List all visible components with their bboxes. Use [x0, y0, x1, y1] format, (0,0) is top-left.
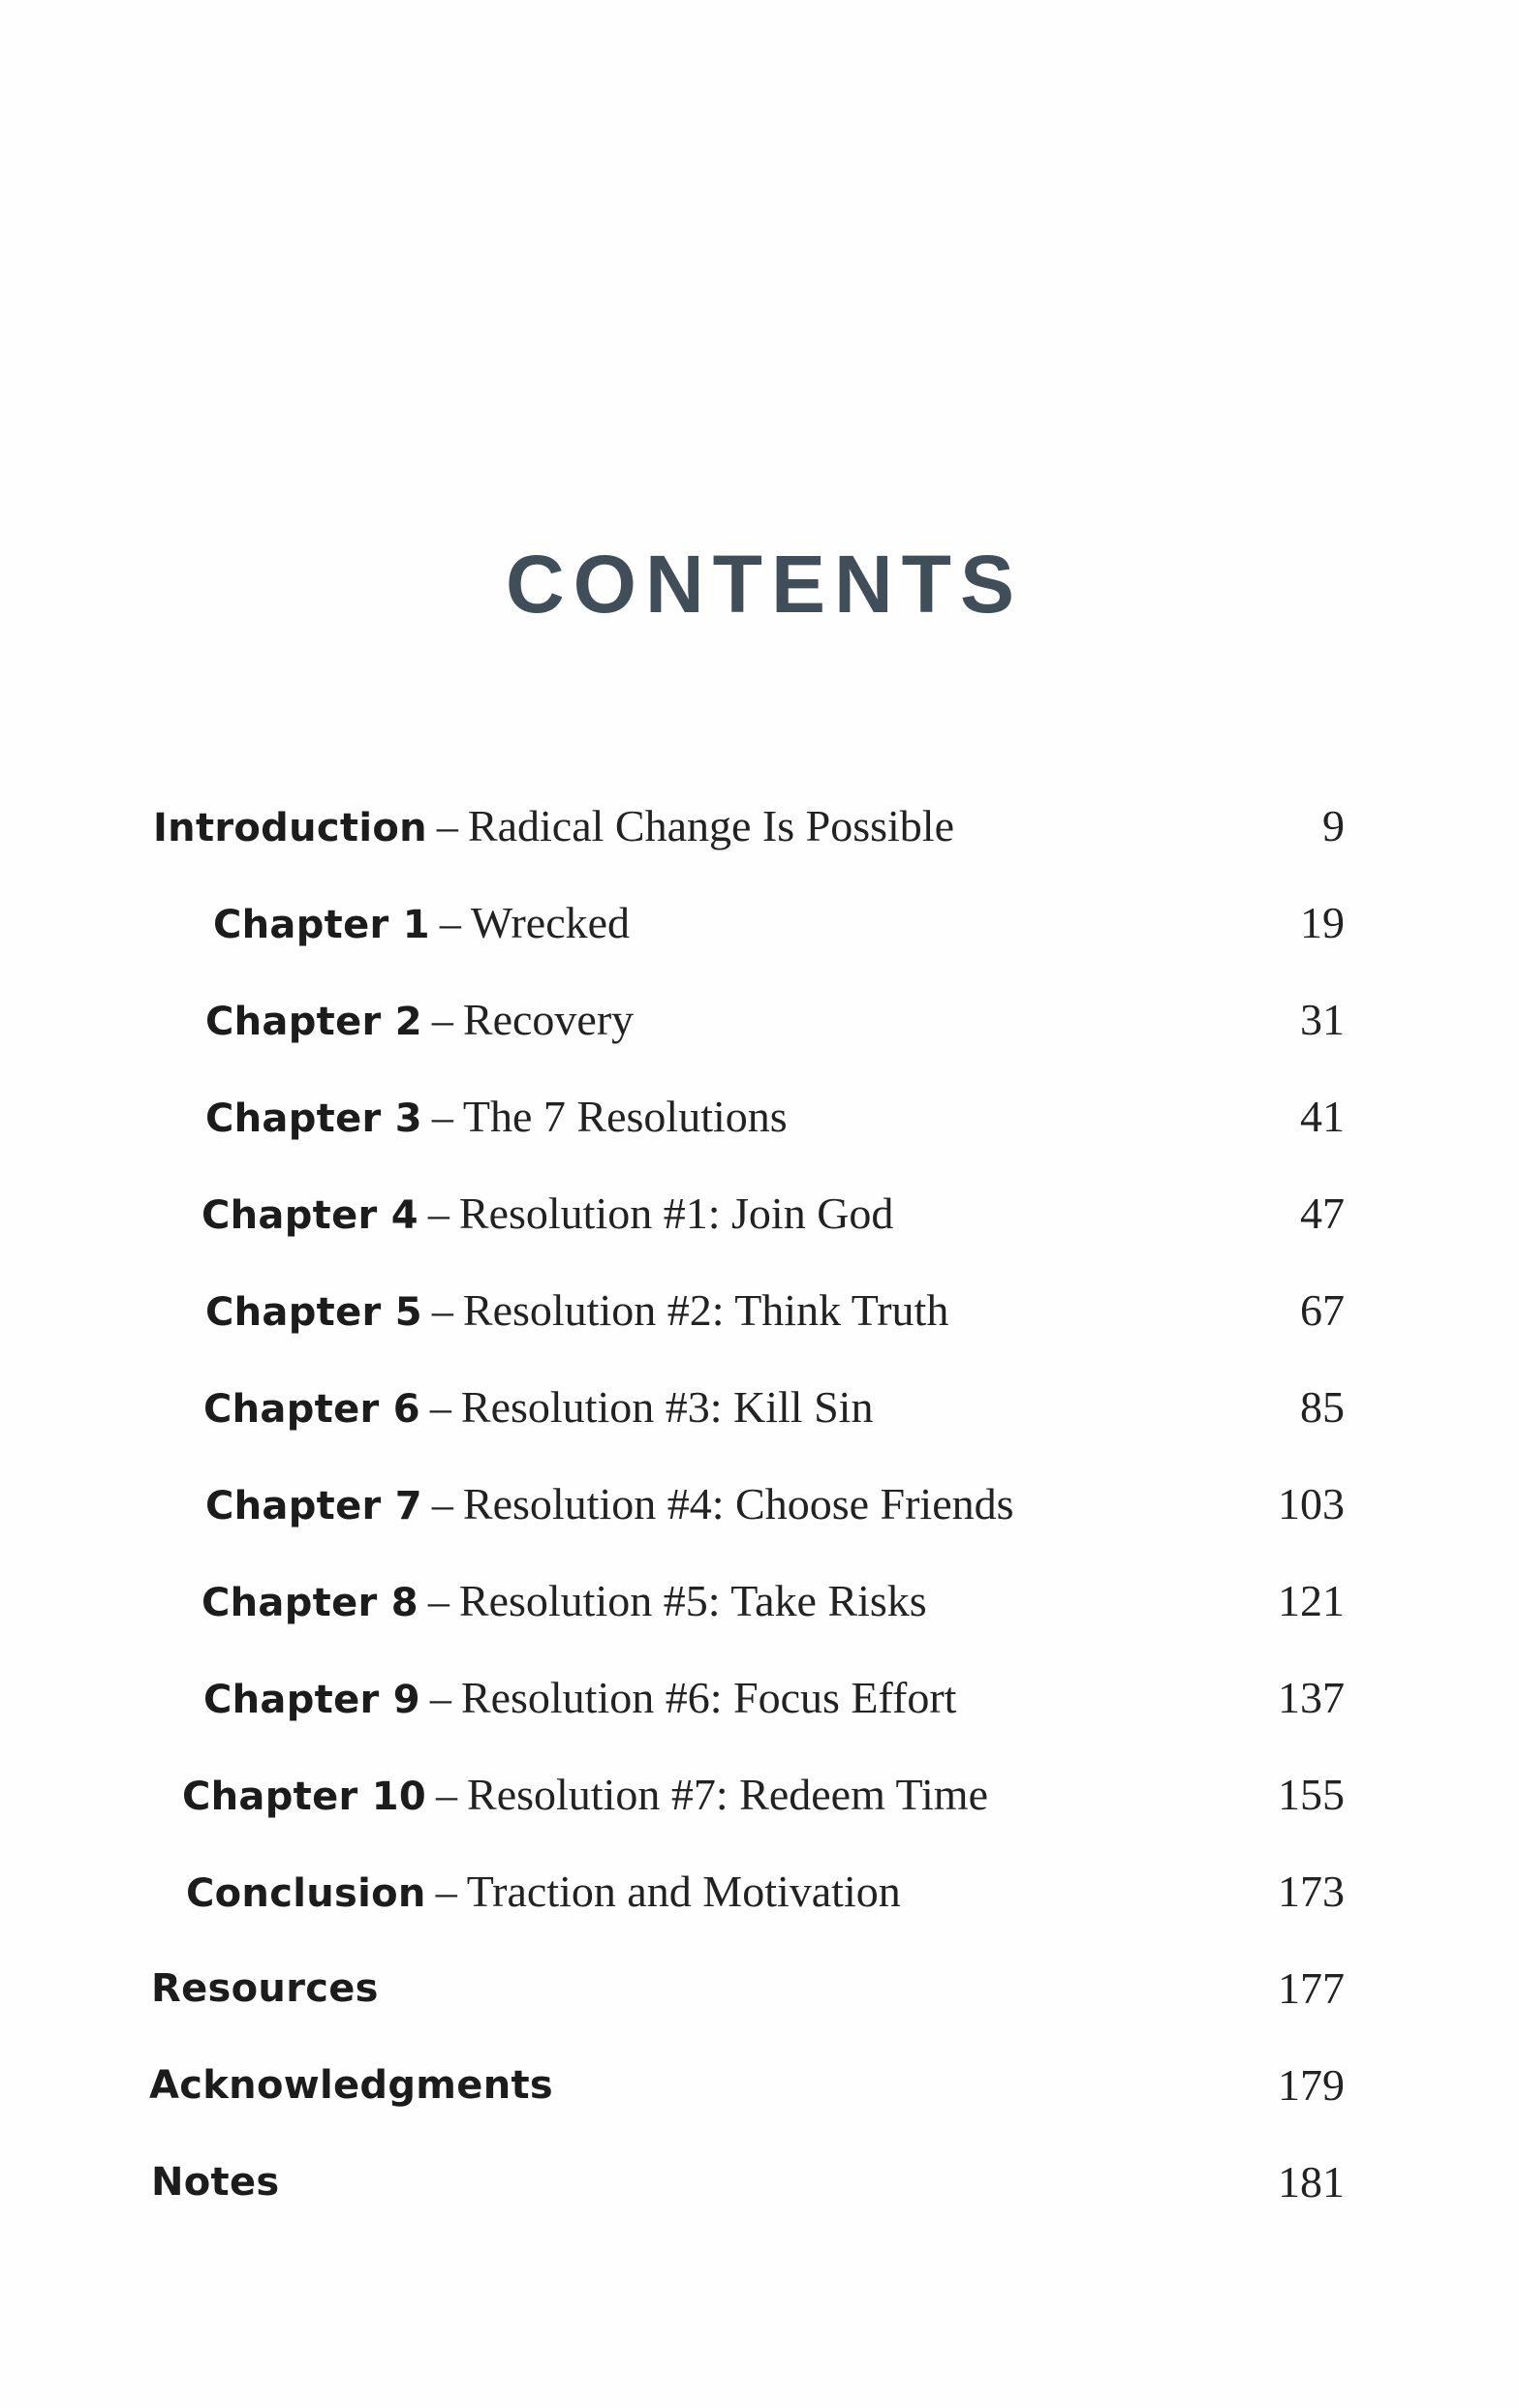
toc-page-number: 177 — [1278, 1963, 1345, 2013]
entry-label: Chapter 10 — [182, 1775, 427, 1819]
toc-entry-chapter-6[interactable] — [203, 1374, 873, 1441]
toc-page-number: 155 — [1278, 1770, 1345, 1819]
entry-dash: – — [431, 1094, 453, 1141]
entry-title: Resolution #2: Think Truth — [462, 1285, 949, 1335]
entry-label: Chapter 5 — [205, 1290, 422, 1335]
entry-label: Chapter 1 — [213, 903, 430, 947]
entry-label: Chapter 8 — [202, 1581, 418, 1625]
toc-entry-notes[interactable] — [151, 2148, 280, 2216]
toc-entry-chapter-2[interactable] — [205, 986, 634, 1054]
toc-entry-chapter-10[interactable] — [182, 1761, 988, 1829]
toc-page-number: 47 — [1300, 1189, 1345, 1238]
entry-label: Notes — [151, 2160, 280, 2205]
toc-page-number: 181 — [1278, 2157, 1345, 2207]
entry-dash: – — [431, 1287, 453, 1335]
entry-dash: – — [431, 1481, 453, 1528]
toc-entry-chapter-8[interactable] — [202, 1567, 927, 1635]
toc-page-number: 173 — [1278, 1867, 1345, 1916]
entry-dash: – — [435, 1868, 457, 1916]
entry-dash: – — [439, 900, 461, 947]
entry-title: Recovery — [462, 995, 635, 1044]
toc-page-number: 179 — [1278, 2060, 1345, 2110]
entry-label: Chapter 3 — [205, 1096, 422, 1141]
entry-label: Chapter 9 — [203, 1678, 420, 1722]
toc-page-number: 137 — [1278, 1673, 1345, 1722]
contents-heading: CONTENTS — [506, 539, 1023, 630]
entry-label: Chapter 6 — [203, 1387, 420, 1432]
entry-title: Resolution #4: Choose Friends — [462, 1479, 1014, 1528]
entry-label: Chapter 7 — [205, 1484, 422, 1528]
entry-title: Traction and Motivation — [466, 1867, 901, 1916]
entry-dash: – — [436, 1772, 458, 1819]
toc-entry-acknowledgments[interactable] — [149, 2052, 553, 2119]
toc-entry-introduction[interactable] — [153, 792, 954, 860]
entry-title: Resolution #6: Focus Effort — [460, 1673, 957, 1722]
entry-label: Chapter 4 — [202, 1193, 418, 1238]
entry-title: Resolution #3: Kill Sin — [460, 1382, 874, 1432]
entry-dash: – — [431, 997, 453, 1044]
entry-dash: – — [436, 803, 458, 850]
toc-entry-chapter-5[interactable] — [205, 1277, 948, 1344]
entry-title: Resolution #5: Take Risks — [458, 1576, 927, 1625]
toc-page-number: 19 — [1300, 898, 1345, 947]
entry-label: Chapter 2 — [205, 1000, 422, 1044]
toc-entry-chapter-9[interactable] — [203, 1664, 956, 1732]
entry-dash: – — [429, 1675, 451, 1722]
entry-title: Resolution #1: Join God — [458, 1189, 894, 1238]
entry-title: Resolution #7: Redeem Time — [467, 1770, 988, 1819]
toc-entry-chapter-1[interactable] — [213, 889, 630, 957]
entry-title: Wrecked — [470, 898, 631, 947]
toc-entry-chapter-3[interactable] — [205, 1083, 788, 1151]
toc-page-number: 67 — [1300, 1285, 1345, 1335]
toc-page-number: 85 — [1300, 1382, 1345, 1432]
toc-page-number: 31 — [1300, 995, 1345, 1044]
toc-page-number: 41 — [1300, 1092, 1345, 1141]
toc-entry-chapter-7[interactable] — [205, 1470, 1014, 1538]
toc-entry-resources[interactable] — [151, 1955, 379, 2022]
entry-dash: – — [429, 1384, 451, 1432]
entry-label: Acknowledgments — [149, 2063, 553, 2108]
toc-entry-conclusion[interactable] — [186, 1858, 901, 1926]
entry-dash: – — [427, 1190, 450, 1238]
toc-page-number: 103 — [1278, 1479, 1345, 1528]
toc-page-number: 9 — [1322, 801, 1345, 850]
entry-title: The 7 Resolutions — [462, 1092, 788, 1141]
entry-label: Introduction — [153, 806, 427, 850]
entry-title: Radical Change Is Possible — [467, 801, 954, 850]
entry-label: Resources — [151, 1966, 379, 2011]
toc-entry-chapter-4[interactable] — [202, 1180, 893, 1248]
entry-label: Conclusion — [186, 1871, 426, 1916]
entry-dash: – — [427, 1578, 450, 1625]
toc-page-number: 121 — [1278, 1576, 1345, 1625]
